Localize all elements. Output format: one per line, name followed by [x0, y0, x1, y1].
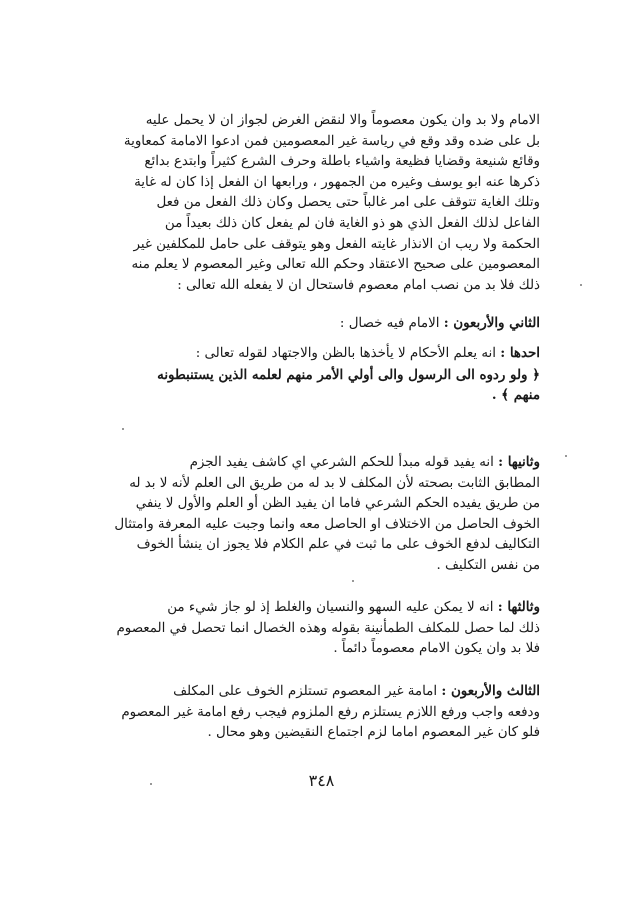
section-heading: الثاني والأربعون :	[443, 315, 540, 331]
item-lead: احدها :	[500, 345, 540, 361]
text-line: وقائع شنيعة وقضايا فظيعة واشياء باطلة وحرف الشرع كثيراً وابتدع بدائع	[144, 154, 540, 170]
item-lead: وثالثها :	[497, 599, 540, 615]
text-line	[100, 681, 540, 703]
scan-speck	[565, 455, 567, 457]
text-line: الفاعل لذلك الفعل الذي هو ذو الغاية فان لم يفعل كان ذلك بعيداً من	[164, 215, 540, 231]
section-heading: الثالث والأربعون :	[441, 683, 540, 699]
text-line: بل على ضده وقد وقع في رياسة غير المعصومين فمن ادعوا الامامة كمعاوية	[123, 133, 540, 149]
text-line: ذكرها عنه ابو يوسف وغيره من الجمهور ، ورابعها ان الفعل إذا كان له غاية	[134, 174, 540, 190]
text-line: وتلك الغاية تتوقف على امر غالباً حتى يحصل وكان ذلك الفعل من فعل	[156, 195, 540, 211]
paragraph-4	[100, 452, 540, 577]
scan-speck	[580, 284, 582, 286]
paragraph-1	[100, 111, 540, 296]
text-line	[100, 343, 540, 365]
scan-speck	[122, 428, 124, 430]
item-lead: وثانيها :	[498, 454, 540, 470]
text-line	[100, 452, 540, 474]
text-line	[100, 597, 540, 619]
paragraph-3	[100, 343, 540, 406]
paragraph-2	[100, 313, 540, 335]
text-line: المطابق الثابت بصحته لأن المكلف لا بد له من طريق الى العلم لأنه لا بد له	[129, 475, 540, 491]
text-line: الخوف الحاصل من الاختلاف او الحاصل معه وانما وجبت عليه المعرفة وامتثال	[114, 516, 540, 532]
paragraph-6	[100, 681, 540, 744]
scan-speck	[352, 580, 354, 582]
page-number: ٣٤٨	[308, 771, 335, 790]
text-line: ذلك لما حصل للمكلف الطمأنينة بقوله وهذه الخصال انما تحصل في المعصوم	[116, 620, 540, 636]
text-line: من نفس التكليف .	[436, 557, 540, 573]
text-line: فلو كان غير المعصوم اماما لزم اجتماع النقيضين وهو محال .	[207, 725, 540, 741]
text-run: امامة غير المعصوم تستلزم الخوف على المكلف	[173, 684, 442, 699]
text-run: انه يعلم الأحكام لا يأخذها بالظن والاجتهاد لقوله تعالى :	[195, 346, 501, 361]
text-run: انه لا يمكن عليه السهو والنسيان والغلط إذ لو جاز شيء من	[167, 600, 498, 615]
text-line: فلا بد وان يكون الامام معصوماً دائماً .	[333, 641, 540, 657]
text-line: التكاليف لدفع الخوف على ما ثبت في علم الكلام فلا يجوز ان ينشأ الخوف	[136, 537, 540, 553]
quran-verse-line: ﴿ ولو ردوه الى الرسول والى أولي الأمر منهم لعلمه الذين يستنبطونه	[157, 366, 540, 383]
text-line: الامام ولا بد وان يكون معصوماً والا لنقض الغرض لجواز ان لا يحمل عليه	[145, 113, 540, 128]
text-line: ودفعه واجب ورفع اللازم يستلزم رفع الملزوم فيجب رفع امامة غير المعصوم	[121, 704, 540, 720]
scan-speck	[150, 783, 152, 785]
quran-verse-line: منهم ﴾ .	[491, 387, 540, 404]
text-run: انه يفيد قوله مبدأ للحكم الشرعي اي كاشف يفيد الجزم	[189, 455, 499, 470]
paragraph-5	[100, 597, 540, 660]
text-line	[100, 313, 540, 335]
text-line: من طريق يفيده الحكم الشرعي فاما ان يفيد الظن أو العلم والأول لا ينفي	[135, 496, 540, 512]
text-line: المعصومين على صحيح الاعتقاد وحكم الله تعالى وغير المعصوم لا يعلم منه	[131, 257, 540, 273]
text-line: ذلك فلا بد من نصب امام معصوم فاستحال ان لا يفعله الله تعالى :	[177, 277, 540, 293]
text-run: الامام فيه خصال :	[339, 316, 444, 331]
text-line: الحكمة ولا ريب ان الانذار غايته الفعل وهو يتوقف على حامل للمكلفين غير	[133, 236, 540, 252]
